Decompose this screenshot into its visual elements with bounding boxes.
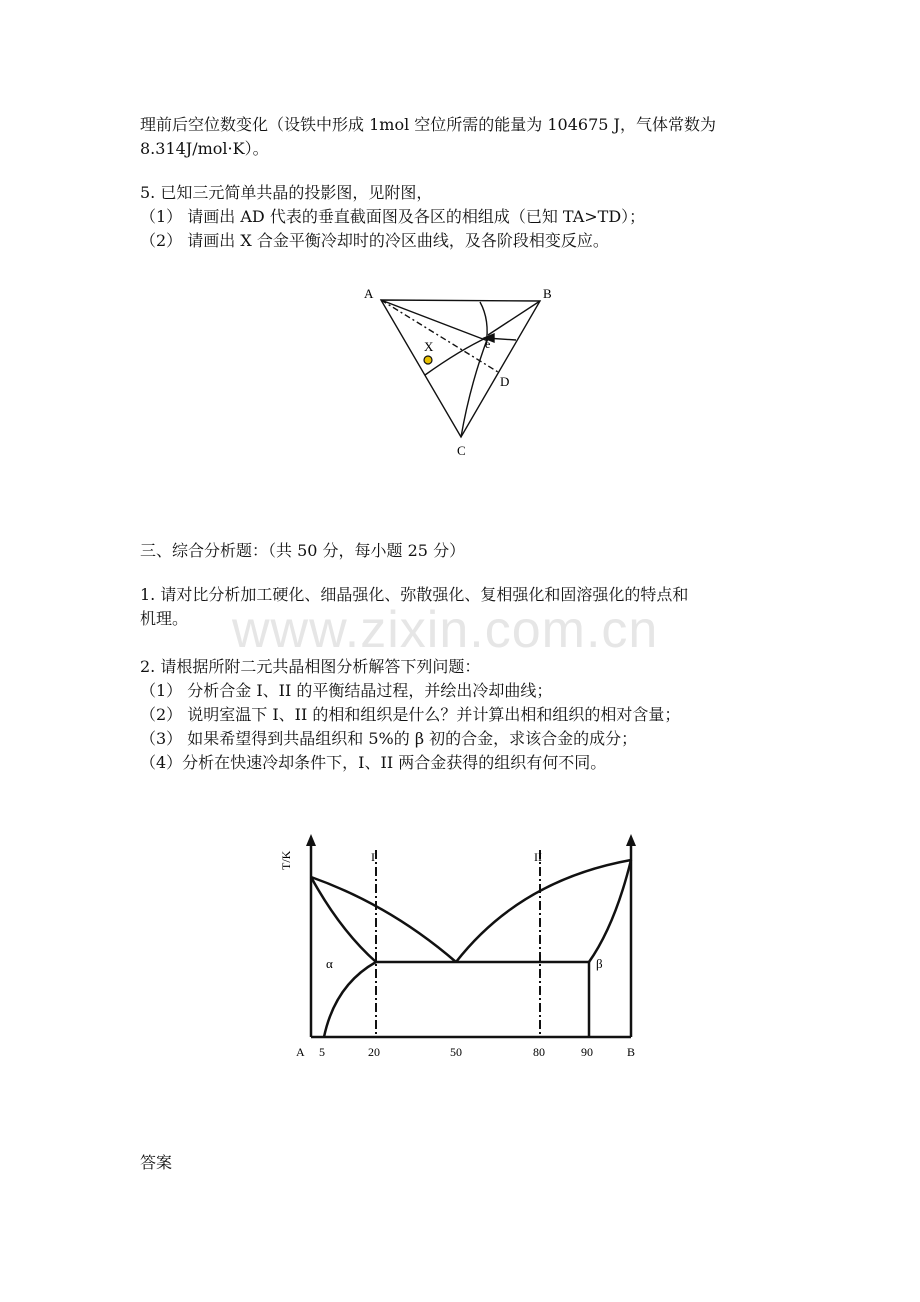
right-axis-arrow [626,834,636,846]
question-1-text-cont: 机理。 [140,609,189,628]
line-B-e [488,301,540,335]
question-2-part-4: （4）分析在快速冷却条件下，I、II 两合金获得的组织有何不同。 [140,753,607,772]
x-tick-50: 50 [450,1045,462,1059]
question-5-title: 5. 已知三元简单共晶的投影图，见附图， [140,183,433,202]
question-2-part-1: （1） 分析合金 I、II 的平衡结晶过程，并绘出冷却曲线； [140,681,553,700]
alloy-II-label: II [534,850,542,864]
x-tick-5: 5 [319,1045,325,1059]
binary-eutectic-phase-diagram [270,830,650,1065]
text-line-2: 8.314J/mol·K）。 [140,139,269,158]
question-2-title: 2. 请根据所附二元共晶相图分析解答下列问题： [140,657,481,676]
question-5-part-2: （2） 请画出 X 合金平衡冷却时的冷区曲线，及各阶段相变反应。 [140,231,609,250]
y-axis-label: T/K [279,850,293,870]
text-line-1: 理前后空位数变化（设铁中形成 1mol 空位所需的能量为 104675 J，气体常数为 [140,115,716,134]
liquidus-left [311,877,456,962]
triangle-outline [381,300,540,437]
x-tick-90: 90 [581,1045,593,1059]
x-tick-20: 20 [368,1045,380,1059]
alloy-I-label: I [371,850,375,864]
beta-label: β [596,956,603,971]
ternary-eutectic-projection-figure [355,280,555,465]
x-tick-80: 80 [533,1045,545,1059]
watermark: www.zixin.com.cn [232,601,659,659]
question-2-part-2: （2） 说明室温下 I、II 的相和组织是什么？并计算出相和组织的相对含量； [140,705,681,724]
section-3-title: 三、综合分析题：（共 50 分，每小题 25 分） [140,541,466,560]
alpha-label: α [326,956,333,971]
answer-heading: 答案 [140,1153,173,1172]
eutectic-curve-1 [425,337,491,375]
eutectic-point-e-label: e [485,337,491,351]
y-axis-arrow [306,834,316,846]
line-AD [381,300,498,372]
solvus-alpha [324,962,376,1037]
alloy-X-label: X [424,339,434,354]
question-1-text: 1. 请对比分析加工硬化、细晶强化、弥散强化、复相强化和固溶强化的特点和 [140,585,689,604]
vertex-A-label: A [364,286,374,301]
vertex-B-label: B [543,286,552,301]
x-tick-A: A [296,1045,305,1059]
vertex-C-label: C [457,443,466,458]
alloy-x-marker [424,356,432,364]
question-5-part-1: （1） 请画出 AD 代表的垂直截面图及各区的相组成（已知 TA>TD）； [140,207,646,226]
point-D-label: D [500,374,510,389]
x-tick-B: B [627,1045,636,1059]
liquidus-right [456,860,631,962]
line-A-e [381,300,488,341]
question-2-part-3: （3） 如果希望得到共晶组织和 5%的 β 初的合金，求该合金的成分； [140,729,638,748]
solidus-right [589,860,631,962]
